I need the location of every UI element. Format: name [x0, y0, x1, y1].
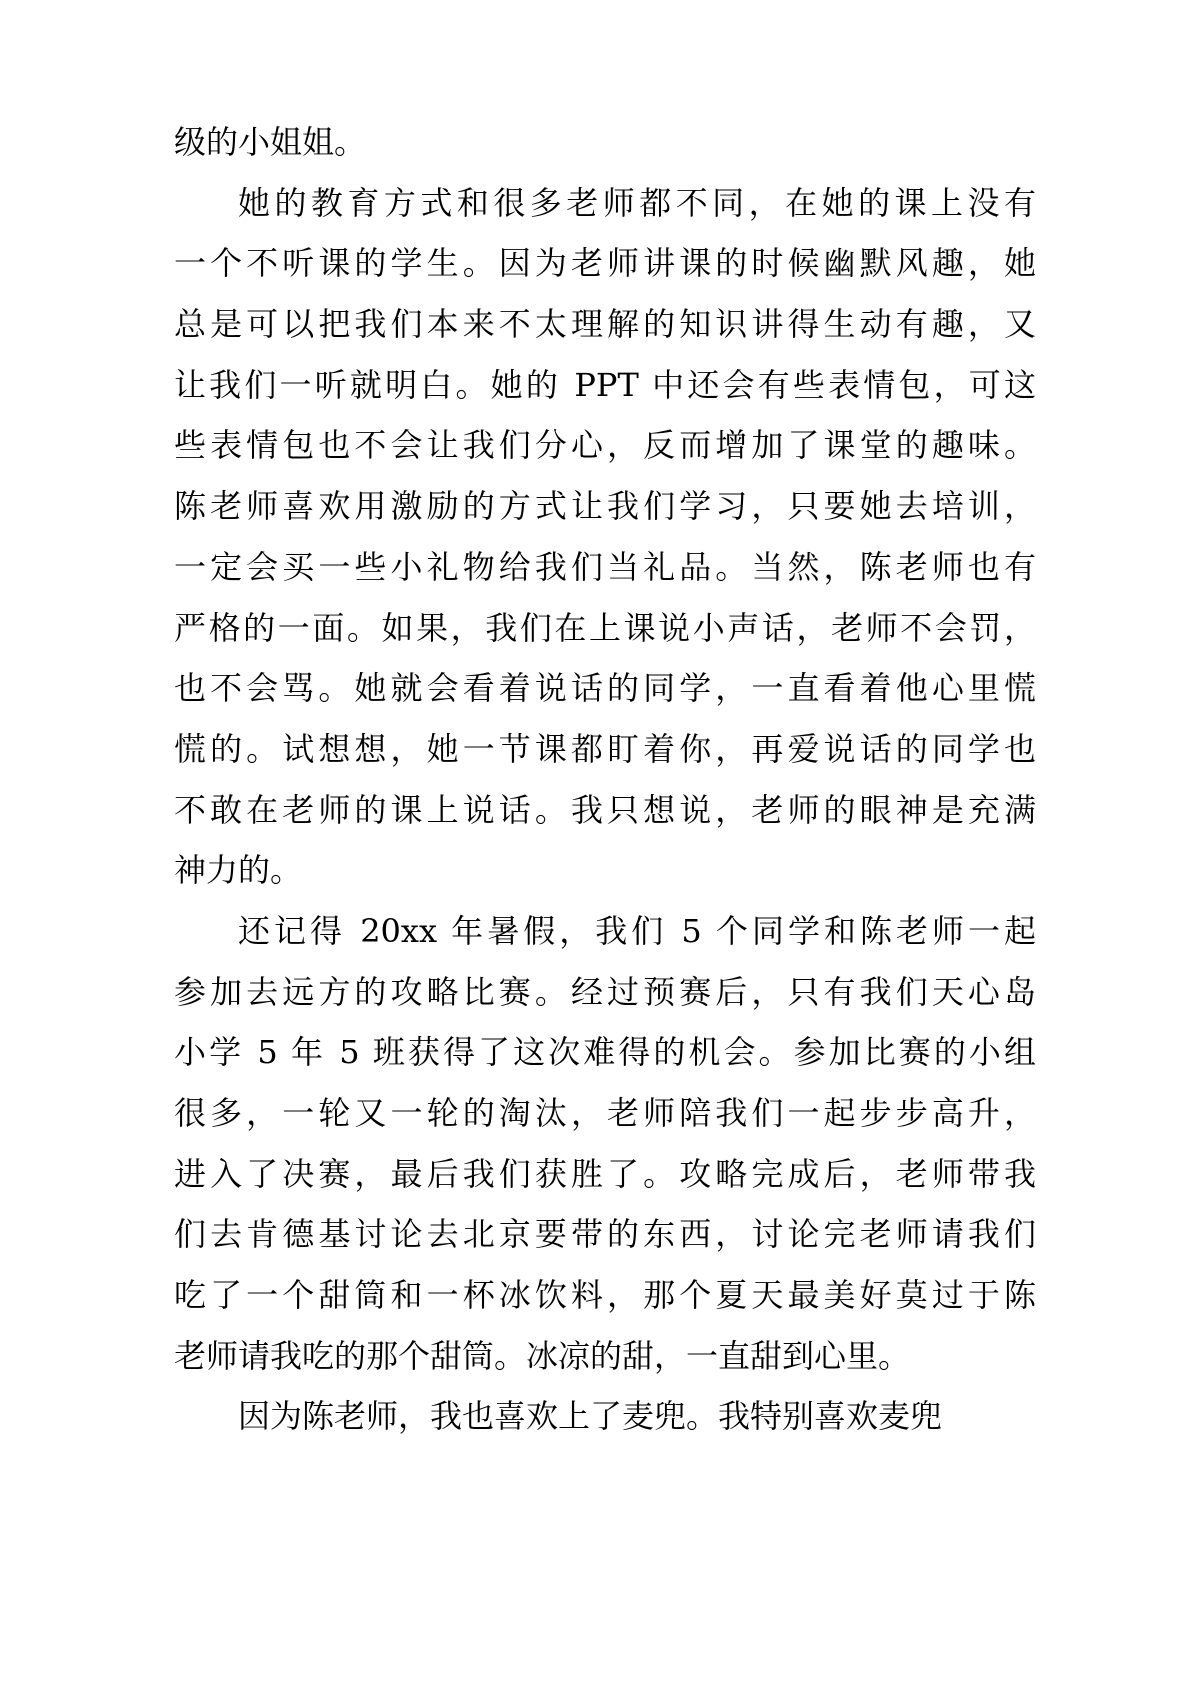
- text-line: 们去肯德基讨论去北京要带的东西，讨论完老师请我们: [174, 1215, 1036, 1254]
- text-line: 进入了决赛，最后我们获胜了。攻略完成后，老师带我: [174, 1154, 1036, 1193]
- text-line: 参加去远方的攻略比赛。经过预赛后，只有我们天心岛: [174, 972, 1036, 1011]
- text-line: 级的小姐姐。: [174, 123, 367, 161]
- text-line: 陈老师喜欢用激励的方式让我们学习，只要她去培训，: [174, 487, 1036, 526]
- text-line: 因为陈老师，我也喜欢上了麦兜。我特别喜欢麦兜: [238, 1397, 943, 1436]
- text-line: 一定会买一些小礼物给我们当礼品。当然，陈老师也有: [174, 547, 1036, 586]
- text-line: 一个不听课的学生。因为老师讲课的时候幽默风趣，她: [174, 244, 1036, 283]
- text-line: 让我们一听就明白。她的 PPT 中还会有些表情包，可这: [174, 365, 1036, 404]
- text-line: 不敢在老师的课上说话。我只想说，老师的眼神是充满: [174, 790, 1036, 829]
- text-line: 严格的一面。如果，我们在上课说小声话，老师不会罚，: [174, 608, 1036, 647]
- text-line: 她的教育方式和很多老师都不同，在她的课上没有: [238, 183, 1036, 222]
- text-line: 总是可以把我们本来不太理解的知识讲得生动有趣，又: [174, 305, 1036, 344]
- text-line: 也不会骂。她就会看着说话的同学，一直看着他心里慌: [174, 669, 1036, 708]
- text-line: 些表情包也不会让我们分心，反而增加了课堂的趣味。: [174, 426, 1036, 465]
- text-line: 慌的。试想想，她一节课都盯着你，再爱说话的同学也: [174, 729, 1036, 768]
- text-line: 还记得 20xx 年暑假，我们 5 个同学和陈老师一起: [238, 911, 1036, 950]
- text-line: 吃了一个甜筒和一杯冰饮料，那个夏天最美好莫过于陈: [174, 1276, 1036, 1315]
- text-line: 神力的。: [174, 851, 303, 890]
- document-page: [174, 112, 1036, 1447]
- text-line: 很多，一轮又一轮的淘汰，老师陪我们一起步步高升，: [174, 1094, 1036, 1132]
- text-line: 老师请我吃的那个甜筒。冰凉的甜，一直甜到心里。: [174, 1336, 911, 1375]
- text-line: 小学 5 年 5 班获得了这次难得的机会。参加比赛的小组: [174, 1033, 1036, 1072]
